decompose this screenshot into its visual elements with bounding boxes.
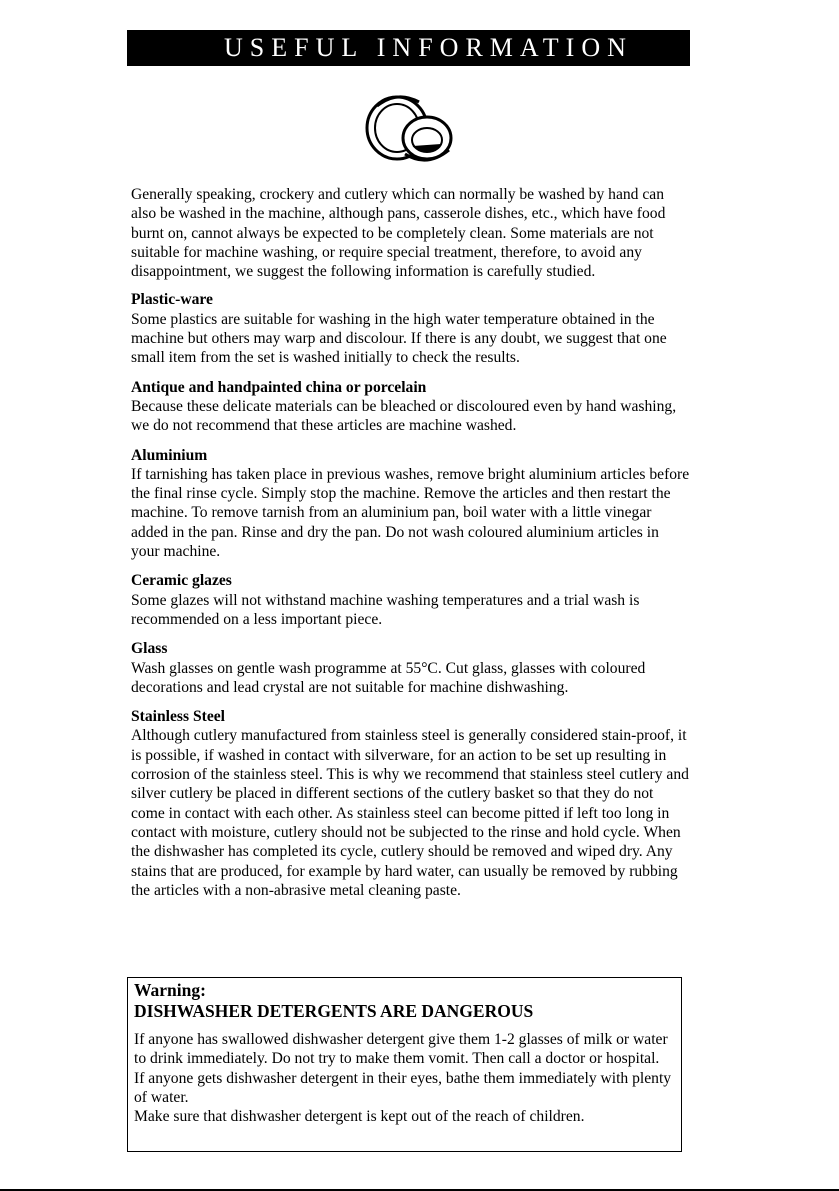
section-body: If tarnishing has taken place in previous washes, remove bright aluminium articles before the final rinse cycle. Simply stop the machine. Remove the articles and then restart the machine. To remove tarnish from an aluminium pan, boil water with a little vinegar added in the pan. Rinse and dry the pan. Do not wash coloured aluminium articles in your machine.	[131, 465, 690, 561]
section-heading: Antique and handpainted china or porcelain	[131, 378, 427, 396]
warning-line: Make sure that dishwasher detergent is kept out of the reach of children.	[134, 1108, 585, 1126]
intro-text: Generally speaking, crockery and cutlery which can normally be washed by hand can also be washed in the machine, although pans, casserole dishes, etc., which have food burnt on, cannot always be expected to be completely clean. Some materials are not suitable for machine washing, or require special treatment, therefore, to avoid any disappointment, we suggest the following information is carefully studied.	[131, 186, 666, 281]
section-heading: Plastic-ware	[131, 291, 213, 309]
section-heading: Ceramic glazes	[131, 572, 232, 590]
warning-box	[127, 977, 682, 1152]
section-heading: Stainless Steel	[131, 708, 225, 726]
section-body: Wash glasses on gentle wash programme at 55°C. Cut glass, glasses with coloured decorations and lead crystal are not suitable for machine dishwashing.	[131, 659, 646, 696]
section-heading: Aluminium	[131, 446, 208, 464]
warning-line: If anyone has swallowed dishwasher detergent give them 1-2 glasses of milk or water to drink immediately. Do not try to make them vomit. Then call a doctor or hospital.	[134, 1031, 668, 1068]
warning-heading: DISHWASHER DETERGENTS ARE DANGEROUS	[134, 1001, 534, 1021]
section-body: Because these delicate materials can be bleached or discoloured even by hand washing, we do not recommend that these articles are machine washed.	[131, 397, 677, 435]
crockery-plates-icon	[357, 88, 457, 170]
section-glass	[131, 639, 691, 697]
warning-line: If anyone gets dishwasher detergent in their eyes, bathe them immediately with plenty of water.	[134, 1069, 672, 1106]
page-title: USEFUL INFORMATION	[127, 30, 690, 66]
warning-label: Warning:	[134, 980, 206, 1000]
section-body: Some glazes will not withstand machine washing temperatures and a trial wash is recommended on a less important piece.	[131, 591, 640, 628]
section-body: Some plastics are suitable for washing in the high water temperature obtained in the machine but others may warp and discolour. If there is any doubt, we suggest that one small item from the set is washed initially to check the results.	[131, 310, 667, 367]
section-ceramic-glazes	[131, 571, 691, 629]
section-antique-china	[131, 378, 691, 436]
section-aluminium	[131, 446, 691, 562]
main-content	[131, 185, 691, 910]
section-body: Although cutlery manufactured from stainless steel is generally considered stain-proof, it is possible, if washed in contact with silverware, for an action to be set up resulting in corrosion of the stainless steel. This is why we recommend that stainless steel cutlery and silver cutlery be placed in different sections of the cutlery basket so that they do not come in contact with each other. As stainless steel can become pitted if left too long in contact with moisture, cutlery should not be subjected to the rinse and hold cycle. When the dishwasher has completed its cycle, cutlery should be removed and wiped dry. Any stains that are produced, for example by hard water, can usually be removed by rubbing the articles with a non-abrasive metal cleaning paste.	[131, 727, 689, 899]
section-heading: Glass	[131, 640, 168, 658]
section-stainless-steel	[131, 707, 691, 900]
section-plastic-ware	[131, 290, 691, 367]
